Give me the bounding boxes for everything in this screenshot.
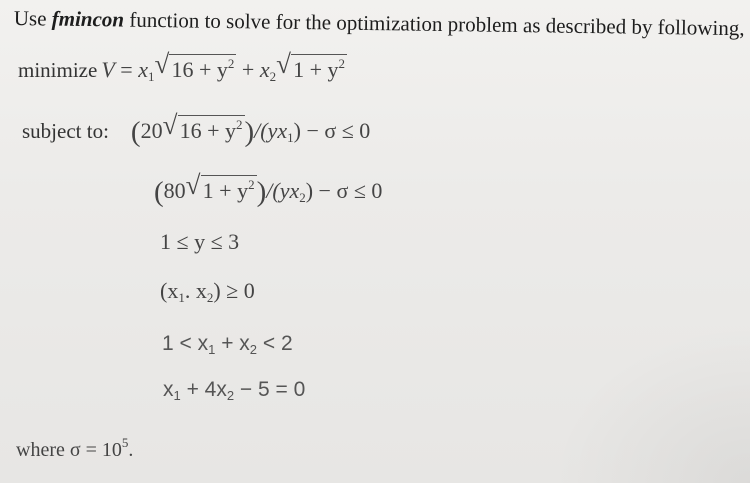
photo-shadow	[550, 323, 750, 483]
c2-rest: ) − σ ≤ 0	[305, 178, 383, 203]
c3-text: 1 ≤ y ≤ 3	[160, 229, 240, 254]
c1-denom: /(yx	[254, 118, 288, 143]
sqrt-sign: √	[154, 49, 170, 79]
c4-sub-b: 2	[206, 290, 214, 305]
c1-rest: ) − σ ≤ 0	[293, 118, 371, 143]
c5-sub-a: 1	[208, 342, 216, 357]
objective-variable: V	[101, 57, 115, 82]
c4-close: ) ≥ 0	[213, 278, 255, 303]
c5-left: 1 < x	[162, 332, 209, 355]
c6-right: − 5 = 0	[234, 378, 306, 401]
c4-open: (x	[160, 278, 179, 303]
constraint-1-row	[22, 110, 371, 149]
c1-exp: 2	[236, 117, 243, 132]
paren-close: )	[244, 116, 255, 148]
where-end: .	[128, 439, 134, 461]
problem-statement	[14, 6, 745, 41]
radicand-2: 1 + y	[293, 57, 339, 82]
constraint-4-row	[160, 278, 255, 306]
where-text: where σ = 10	[16, 439, 122, 461]
objective-x1-sub: 1	[147, 69, 155, 84]
c2-sqrt	[185, 170, 257, 204]
equals-sign: =	[120, 57, 133, 82]
objective-x1: x	[138, 57, 148, 82]
c2-denom: /(yx	[266, 178, 300, 203]
c6-sub-b: 2	[226, 388, 235, 403]
objective-x2: x	[259, 57, 270, 82]
where-exp: 5	[121, 435, 129, 450]
c6-left: x	[163, 378, 174, 401]
constraint-5-row	[162, 332, 293, 357]
intro-suffix: function to solve for the optimization problem as described by following,	[129, 7, 745, 41]
c2-denom-sub: 2	[299, 190, 306, 205]
objective-row	[18, 49, 347, 85]
c1-coef: 20	[140, 118, 163, 143]
constraint-6-row	[163, 378, 305, 403]
sqrt-sign: √	[162, 110, 178, 140]
paren-open: (	[154, 176, 164, 208]
plus-sign: +	[241, 57, 255, 82]
sqrt-term-2	[276, 49, 347, 83]
objective-x2-sub: 2	[269, 69, 277, 84]
c2-exp: 2	[248, 177, 255, 192]
c5-right: < 2	[257, 332, 293, 355]
constraint-3-row	[160, 229, 239, 255]
radicand-2-exp: 2	[338, 56, 345, 71]
c6-mid: + 4x	[180, 378, 227, 401]
c1-radicand: 16 + y	[179, 118, 236, 143]
function-name: fmincon	[51, 6, 125, 32]
radicand-1: 16 + y	[171, 57, 228, 82]
objective-label: minimize	[18, 58, 98, 82]
sqrt-sign: √	[185, 170, 201, 200]
c1-sqrt	[162, 110, 245, 144]
constraint-2-row	[154, 170, 383, 209]
sigma-definition	[16, 435, 133, 462]
radicand-1-exp: 2	[227, 56, 235, 71]
c5-sub-b: 2	[249, 342, 258, 357]
sqrt-sign: √	[276, 49, 291, 79]
c2-radicand: 1 + y	[202, 178, 249, 203]
c5-mid: + x	[215, 332, 250, 355]
c6-sub-a: 1	[173, 388, 181, 403]
sqrt-term-1	[154, 49, 236, 83]
c4-sub-a: 1	[178, 290, 185, 305]
intro-prefix: Use	[13, 6, 47, 31]
constraints-label: subject to:	[22, 119, 109, 143]
c2-coef: 80	[163, 178, 186, 203]
paren-close: )	[256, 176, 267, 208]
paren-open: (	[130, 116, 141, 148]
c4-mid: . x	[184, 278, 207, 303]
c1-denom-sub: 1	[287, 130, 294, 145]
